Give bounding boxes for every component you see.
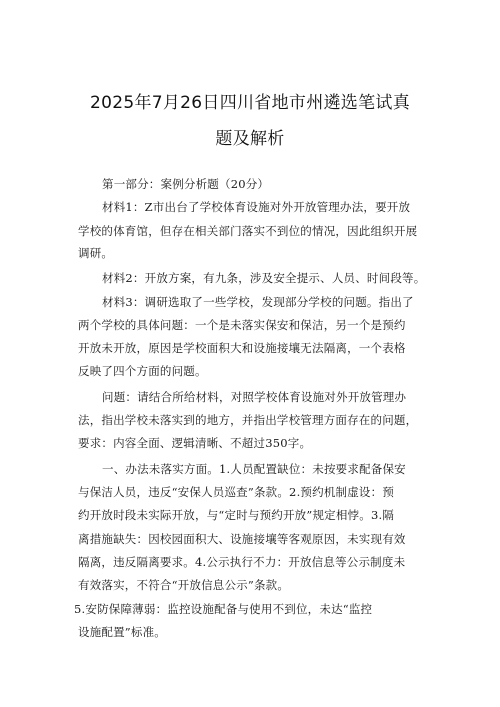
text-line: 与保洁人员，违反“安保人员巡查”条款。2.预约机制虚设：预	[78, 485, 395, 499]
document-title-line-1: 2025年7月26日四川省地市州遴选笔试真	[89, 93, 410, 113]
document-title-line-2: 题及解析	[215, 129, 285, 149]
text-line: 问题：请结合所给材料，对照学校体育设施对外开放管理办	[102, 390, 407, 404]
text-line: 反映了四个方面的问题。	[78, 364, 207, 378]
text-line: 学校的体育馆，但存在相关部门落实不到位的情况，因此组织开展	[78, 224, 418, 238]
text-line: 材料1：Z市出台了学校体育设施对外开放管理办法，要开放	[102, 200, 411, 214]
text-line: 约开放时段未实际开放，与“定时与预约开放”规定相悖。3.隔	[78, 508, 395, 522]
text-line: 一、办法未落实方面。1.人员配置缺位：未按要求配备保安	[102, 462, 406, 476]
text-line: 开放未开放，原因是学校面积大和设施接壤无法隔离，一个表格	[78, 341, 406, 355]
text-line: 隔离，违反隔离要求。4.公示执行不力：开放信息等公示制度未	[78, 555, 406, 569]
text-line: 调研。	[78, 246, 114, 260]
text-line: 5.安防保障薄弱：监控设施配备与使用不到位，未达“监控	[74, 602, 373, 616]
text-line: 材料3：调研选取了一些学校，发现部分学校的问题。指出了	[102, 295, 414, 309]
section-heading: 第一部分：案例分析题（20分）	[102, 177, 270, 191]
text-line: 离措施缺失：因校园面积大、设施接壤等客观原因，未实现有效	[78, 532, 406, 546]
text-line: 要求：内容全面、逻辑清晰、不超过350字。	[78, 436, 312, 450]
text-line: 法，指出学校未落实到的地方，并指出学校管理方面存在的问题，	[78, 413, 418, 427]
text-line: 有效落实，不符合“开放信息公示”条款。	[78, 578, 290, 592]
text-line: 设施配置”标准。	[78, 625, 166, 639]
text-line: 两个学校的具体问题：一个是未落实保安和保洁，另一个是预约	[78, 318, 406, 332]
text-line: 材料2：开放方案，有九条，涉及安全提示、人员、时间段等。	[102, 271, 426, 285]
